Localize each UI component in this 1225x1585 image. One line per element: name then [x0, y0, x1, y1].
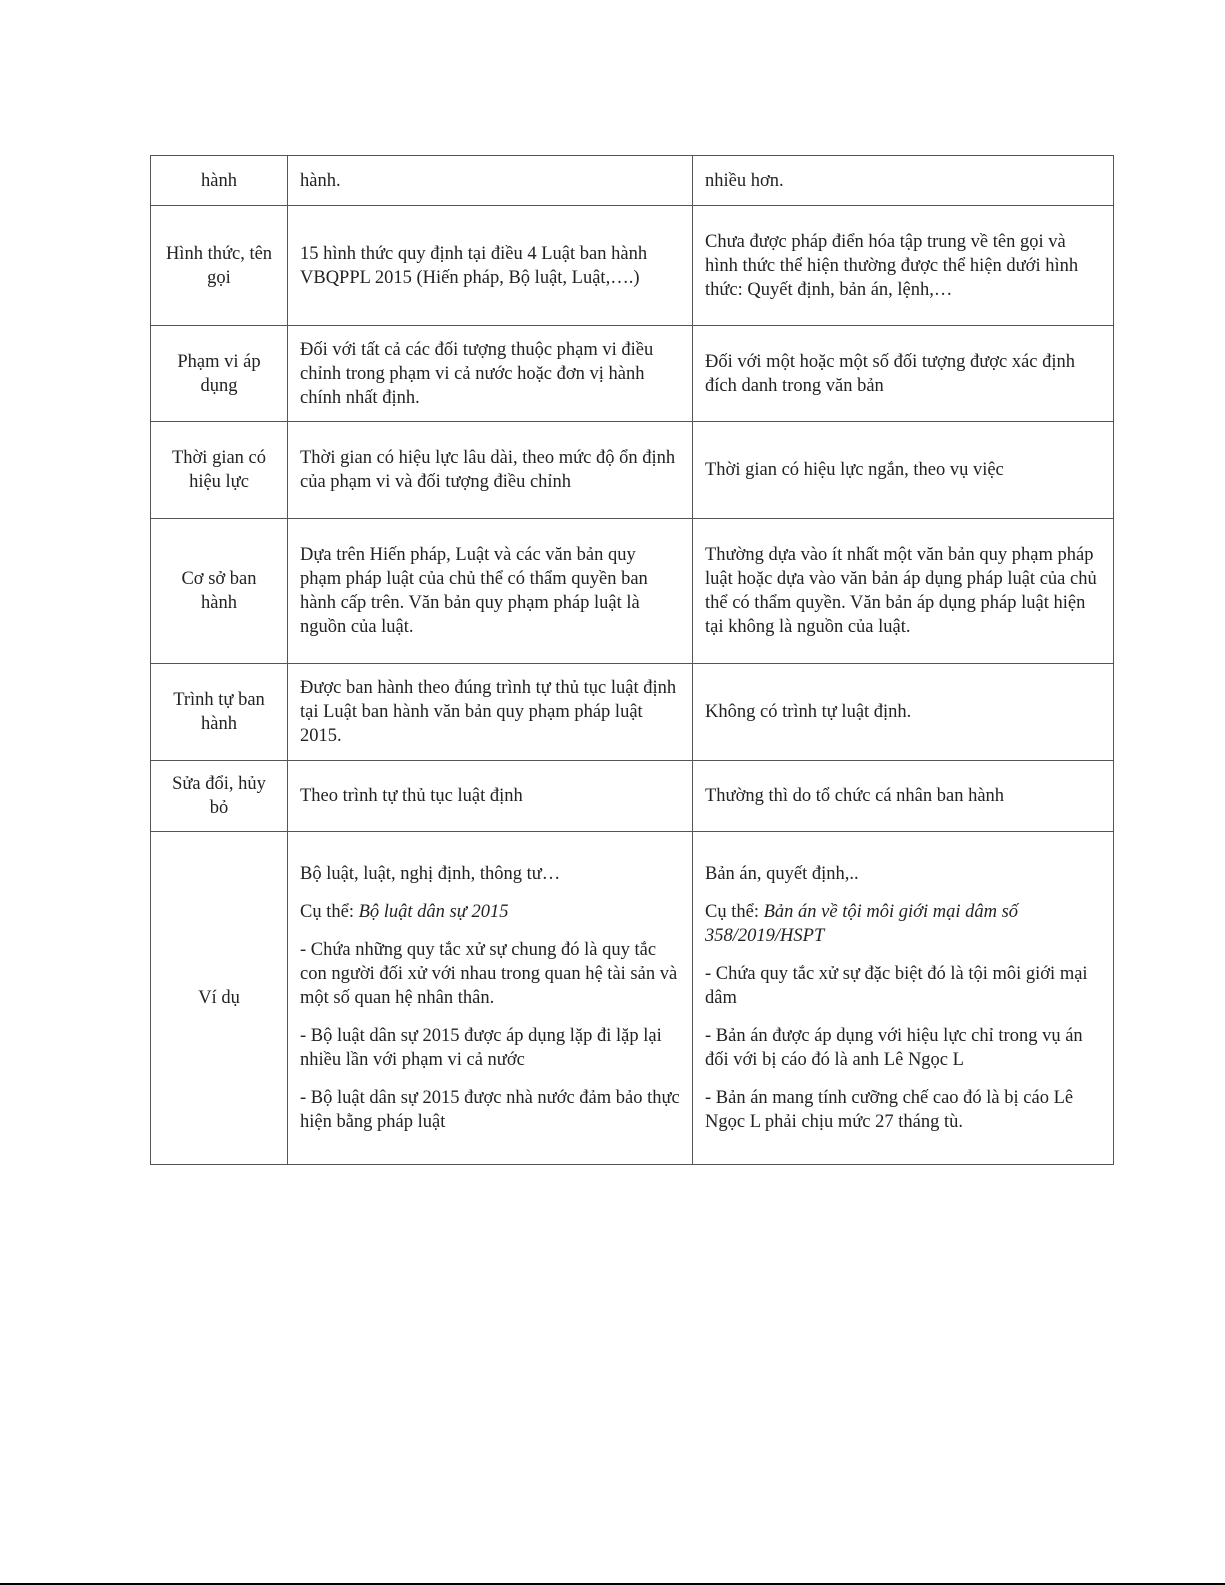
example-intro: Bộ luật, luật, nghị định, thông tư…	[300, 864, 561, 884]
normative-doc-cell: Thời gian có hiệu lực lâu dài, theo mức độ ổn định của phạm vi và đối tượng điều chỉnh	[288, 422, 693, 519]
comparison-table	[150, 155, 1114, 1165]
table-row	[151, 206, 1114, 326]
table-row	[151, 422, 1114, 519]
table-row	[151, 664, 1114, 761]
specific-label: Cụ thể:	[300, 902, 359, 922]
example-point: - Bộ luật dân sự 2015 được áp dụng lặp đi lặp lại nhiều lần với phạm vi cả nước	[300, 1026, 662, 1070]
normative-doc-cell: Được ban hành theo đúng trình tự thủ tục luật định tại Luật ban hành văn bản quy phạm pháp luật 2015.	[288, 664, 693, 761]
normative-doc-cell: 15 hình thức quy định tại điều 4 Luật ban hành VBQPPL 2015 (Hiến pháp, Bộ luật, Luật,….)	[288, 206, 693, 326]
example-intro: Bản án, quyết định,..	[705, 864, 859, 884]
application-doc-example-cell	[693, 832, 1114, 1165]
application-doc-cell: Thường dựa vào ít nhất một văn bản quy phạm pháp luật hoặc dựa vào văn bản áp dụng pháp luật của chủ thể có thẩm quyền. Văn bản áp dụng pháp luật hiện tại không là nguồn của luật.	[693, 519, 1114, 664]
example-point: - Bản án mang tính cưỡng chế cao đó là bị cáo Lê Ngọc L phải chịu mức 27 tháng tù.	[705, 1088, 1074, 1132]
application-doc-cell: nhiều hơn.	[693, 156, 1114, 206]
criterion-cell: Thời gian có hiệu lực	[151, 422, 288, 519]
application-doc-cell: Không có trình tự luật định.	[693, 664, 1114, 761]
table-row	[151, 156, 1114, 206]
table-row	[151, 519, 1114, 664]
criterion-cell: Sửa đổi, hủy bỏ	[151, 761, 288, 832]
application-doc-cell: Chưa được pháp điển hóa tập trung về tên gọi và hình thức thể hiện thường được thể hiện dưới hình thức: Quyết định, bản án, lệnh,…	[693, 206, 1114, 326]
example-point: - Bản án được áp dụng với hiệu lực chỉ trong vụ án đối với bị cáo đó là anh Lê Ngọc L	[705, 1026, 1083, 1070]
specific-value: Bản án về tội môi giới mại dâm số 358/2019/HSPT	[705, 902, 1019, 946]
specific-label: Cụ thể:	[705, 902, 764, 922]
application-doc-cell: Đối với một hoặc một số đối tượng được xác định đích danh trong văn bản	[693, 326, 1114, 422]
criterion-cell: Cơ sở ban hành	[151, 519, 288, 664]
table-row	[151, 326, 1114, 422]
criterion-cell: hành	[151, 156, 288, 206]
application-doc-cell: Thời gian có hiệu lực ngắn, theo vụ việc	[693, 422, 1114, 519]
table-row	[151, 832, 1114, 1165]
criterion-cell: Hình thức, tên gọi	[151, 206, 288, 326]
normative-doc-cell: Đối với tất cả các đối tượng thuộc phạm vi điều chỉnh trong phạm vi cả nước hoặc đơn vị hành chính nhất định.	[288, 326, 693, 422]
application-doc-cell: Thường thì do tổ chức cá nhân ban hành	[693, 761, 1114, 832]
example-point: - Chứa quy tắc xử sự đặc biệt đó là tội môi giới mại dâm	[705, 964, 1088, 1008]
normative-doc-cell: Theo trình tự thủ tục luật định	[288, 761, 693, 832]
normative-doc-cell: Dựa trên Hiến pháp, Luật và các văn bản quy phạm pháp luật của chủ thể có thẩm quyền ban hành cấp trên. Văn bản quy phạm pháp luật là nguồn của luật.	[288, 519, 693, 664]
example-specific	[300, 900, 680, 924]
criterion-cell: Ví dụ	[151, 832, 288, 1165]
criterion-cell: Trình tự ban hành	[151, 664, 288, 761]
normative-doc-example-cell	[288, 832, 693, 1165]
example-point: - Chứa những quy tắc xử sự chung đó là quy tắc con người đối xử với nhau trong quan hệ tài sản và một số quan hệ nhân thân.	[300, 940, 678, 1008]
example-specific	[705, 900, 1101, 948]
specific-value: Bộ luật dân sự 2015	[358, 902, 509, 922]
example-point: - Bộ luật dân sự 2015 được nhà nước đảm bảo thực hiện bằng pháp luật	[300, 1088, 680, 1132]
table-row	[151, 761, 1114, 832]
criterion-cell: Phạm vi áp dụng	[151, 326, 288, 422]
normative-doc-cell: hành.	[288, 156, 693, 206]
